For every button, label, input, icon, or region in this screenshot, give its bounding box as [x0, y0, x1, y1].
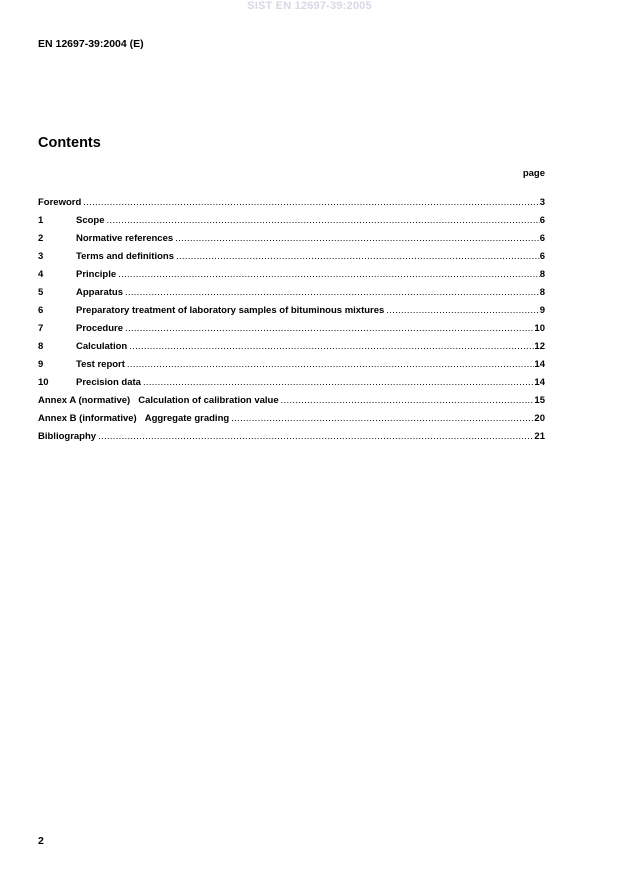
page-title: Contents	[38, 135, 101, 151]
dot-leader	[123, 323, 534, 334]
toc-page: 10	[534, 323, 545, 334]
dot-leader	[105, 215, 540, 226]
toc-title: Apparatus	[76, 287, 123, 298]
toc-number: 7	[38, 323, 44, 334]
document-id-header: EN 12697-39:2004 (E)	[38, 38, 144, 50]
toc-page: 8	[539, 287, 545, 298]
toc-number: 3	[38, 251, 44, 262]
toc-number: 4	[38, 269, 44, 280]
dot-leader	[279, 395, 535, 406]
toc-title: Scope	[76, 215, 105, 226]
toc-title: Principle	[76, 269, 117, 280]
dot-leader	[127, 341, 534, 352]
dot-leader	[96, 431, 534, 442]
toc-page: 9	[539, 305, 545, 316]
toc-page: 8	[539, 269, 545, 280]
annex-subtitle: Calculation of calibration value	[138, 395, 279, 406]
toc-title: Test report	[76, 359, 125, 370]
toc-title: Normative references	[76, 233, 174, 244]
toc-number: 10	[38, 377, 49, 388]
toc-page: 3	[539, 197, 545, 208]
toc-entry-foreword[interactable]	[38, 197, 545, 215]
toc-entry-terms-and-definitions[interactable]	[38, 251, 545, 269]
annex-label: Annex A (normative)	[38, 395, 131, 406]
toc-number: 2	[38, 233, 44, 244]
toc-title: Terms and definitions	[76, 251, 175, 262]
toc-entry-scope[interactable]	[38, 215, 545, 233]
toc-page: 6	[539, 251, 545, 262]
toc-title: Preparatory treatment of laboratory samples of bituminous mixtures	[76, 305, 385, 316]
toc-entry-preparatory-treatment[interactable]	[38, 305, 545, 323]
toc-page: 20	[534, 413, 545, 424]
toc-entry-apparatus[interactable]	[38, 287, 545, 305]
dot-leader	[174, 251, 540, 262]
dot-leader	[173, 233, 540, 244]
annex-label: Annex B (informative)	[38, 413, 137, 424]
toc-title	[38, 395, 279, 406]
annex-subtitle: Aggregate grading	[144, 413, 230, 424]
toc-title: Precision data	[76, 377, 141, 388]
watermark: SIST EN 12697-39:2005	[247, 0, 372, 12]
toc-number: 6	[38, 305, 44, 316]
toc-entry-calculation[interactable]	[38, 341, 545, 359]
toc-entry-normative-references[interactable]	[38, 233, 545, 251]
toc-entry-procedure[interactable]	[38, 323, 545, 341]
dot-leader	[116, 269, 540, 280]
toc-page: 14	[534, 359, 545, 370]
toc-page: 21	[534, 431, 545, 442]
toc-entry-precision-data[interactable]	[38, 377, 545, 395]
dot-leader	[229, 413, 534, 424]
dot-leader	[384, 305, 539, 316]
toc-page: 6	[539, 233, 545, 244]
toc-title: Foreword	[38, 197, 82, 208]
dot-leader	[125, 359, 535, 370]
toc-title: Bibliography	[38, 431, 97, 442]
toc-entry-test-report[interactable]	[38, 359, 545, 377]
toc-page: 15	[534, 395, 545, 406]
toc-title	[38, 413, 229, 424]
dot-leader	[141, 377, 534, 388]
toc-number: 5	[38, 287, 44, 298]
table-of-contents	[38, 197, 545, 449]
toc-number: 8	[38, 341, 44, 352]
dot-leader	[123, 287, 540, 298]
toc-number: 9	[38, 359, 44, 370]
page-column-label: page	[522, 168, 545, 179]
toc-number: 1	[38, 215, 44, 226]
dot-leader	[81, 197, 539, 208]
toc-title: Procedure	[76, 323, 123, 334]
toc-page: 6	[539, 215, 545, 226]
toc-page: 14	[534, 377, 545, 388]
toc-entry-bibliography[interactable]	[38, 431, 545, 449]
toc-title: Calculation	[76, 341, 128, 352]
toc-entry-annex-a[interactable]	[38, 395, 545, 413]
page-number: 2	[38, 835, 44, 847]
toc-page: 12	[534, 341, 545, 352]
toc-entry-principle[interactable]	[38, 269, 545, 287]
toc-entry-annex-b[interactable]	[38, 413, 545, 431]
